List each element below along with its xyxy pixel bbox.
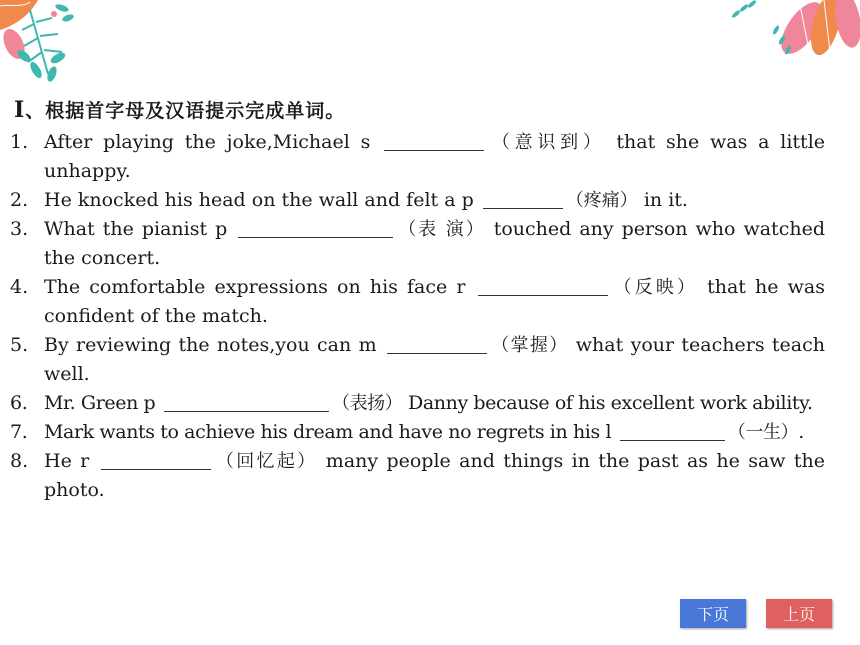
previous-page-button[interactable]: 上页 — [766, 599, 832, 628]
item-text-after: what your teachers teach well. — [44, 334, 826, 385]
exercise-item-5 — [10, 331, 825, 389]
corner-foliage-left — [0, 0, 80, 95]
item-text-before: The comfortable expressions on his face r — [44, 276, 466, 298]
exercise-item-1 — [10, 128, 825, 186]
item-text-before: What the pianist p — [44, 218, 228, 240]
exercise-item-2 — [10, 186, 825, 215]
answer-blank[interactable] — [238, 217, 393, 238]
next-page-button[interactable]: 下页 — [680, 599, 746, 628]
answer-blank[interactable] — [164, 391, 329, 412]
item-text-before: He knocked his head on the wall and felt a p — [44, 189, 474, 211]
item-number: 4. — [10, 276, 29, 298]
item-text-after: Danny because of his excellent work ability. — [408, 392, 813, 414]
answer-blank[interactable] — [101, 449, 211, 470]
answer-blank[interactable] — [620, 420, 725, 441]
answer-blank[interactable] — [483, 188, 563, 209]
chinese-hint: （疼痛） — [565, 190, 638, 211]
item-text-after: that she was a little unhappy. — [44, 131, 826, 182]
answer-blank[interactable] — [384, 130, 484, 151]
answer-blank[interactable] — [478, 275, 608, 296]
section-roman-numeral: Ⅰ — [14, 97, 26, 123]
item-text-after: touched any person who watched the concert. — [44, 218, 825, 269]
chinese-hint: （反映） — [610, 277, 698, 298]
exercise-item-4 — [10, 273, 825, 331]
item-text-after: many people and things in the past as he saw the photo. — [44, 450, 826, 501]
item-text-before: Mark wants to achieve his dream and have no regrets in his l — [44, 421, 612, 443]
item-number: 7. — [10, 421, 28, 443]
item-number: 2. — [10, 189, 29, 211]
answer-blank[interactable] — [387, 333, 487, 354]
item-text-before: After playing the joke,Michael s — [44, 131, 371, 153]
exercise-item-8 — [10, 447, 825, 505]
item-text-before: Mr. Green p — [44, 392, 156, 414]
chinese-hint: （掌握） — [489, 335, 569, 356]
item-number: 5. — [10, 334, 29, 356]
chinese-hint: （意识到） — [487, 132, 606, 153]
item-text-after: in it. — [643, 189, 688, 211]
item-text-before: He r — [44, 450, 90, 472]
exercise-item-7 — [10, 418, 825, 447]
item-text-before: By reviewing the notes,you can m — [44, 334, 377, 356]
section-title: 、根据首字母及汉语提示完成单词。 — [25, 100, 346, 122]
exercise-item-6 — [10, 389, 825, 418]
chinese-hint: （表 演） — [396, 219, 486, 240]
corner-foliage-right — [730, 0, 860, 75]
item-text-after: that he was confident of the match. — [44, 276, 825, 327]
item-text-after: . — [798, 421, 804, 443]
section-heading — [14, 96, 345, 123]
item-number: 8. — [10, 450, 29, 472]
item-number: 1. — [10, 131, 29, 153]
chinese-hint: （表扬） — [331, 393, 403, 414]
chinese-hint: （回忆起） — [213, 451, 318, 472]
exercise-item-3 — [10, 215, 825, 273]
item-number: 3. — [10, 218, 29, 240]
chinese-hint: （一生） — [727, 422, 799, 443]
exercise-list — [10, 128, 825, 505]
item-number: 6. — [10, 392, 28, 414]
